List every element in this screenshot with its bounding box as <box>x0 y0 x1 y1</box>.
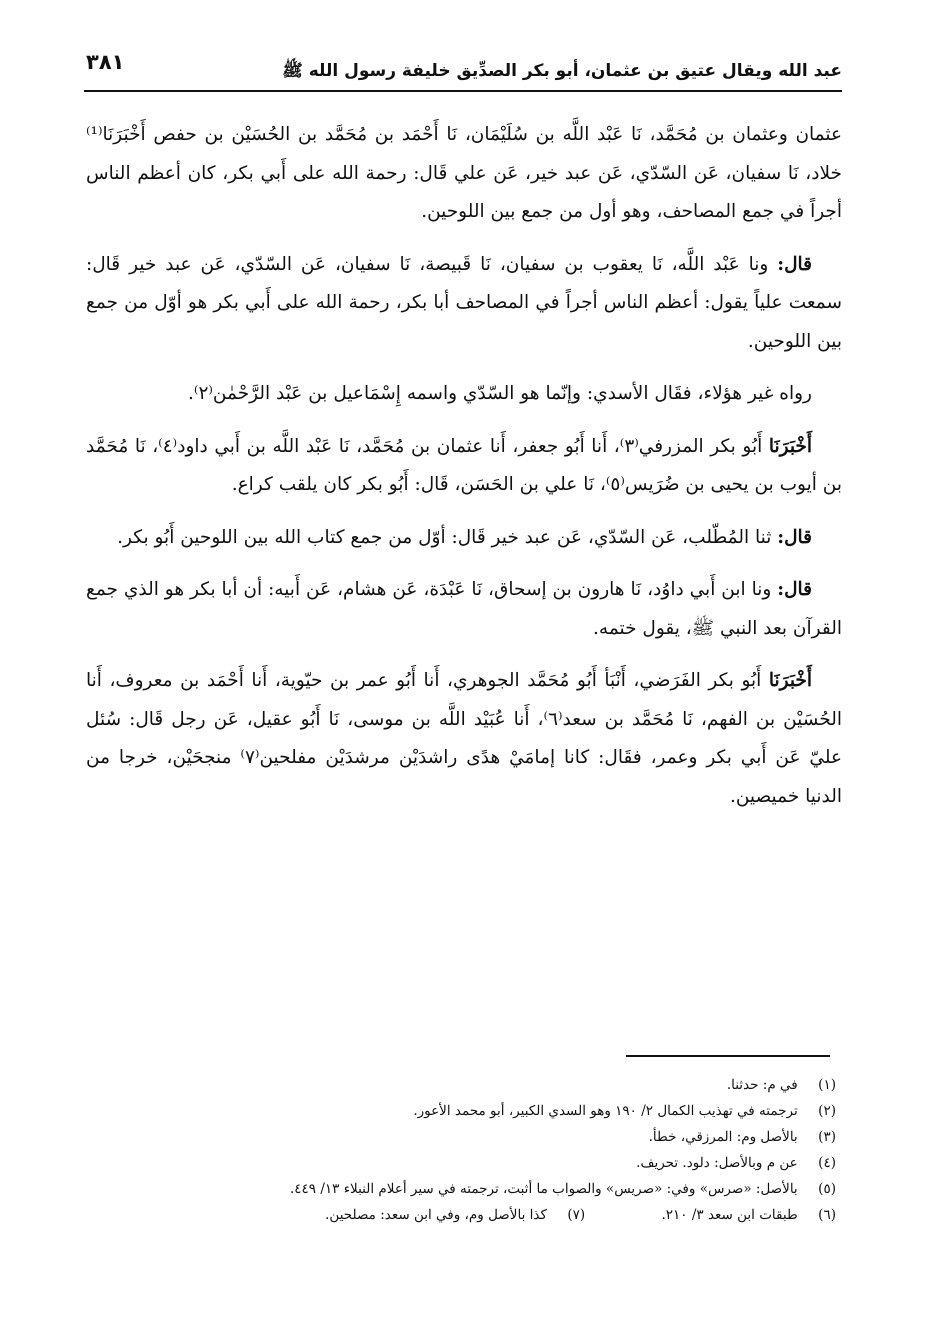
footnote <box>86 1124 836 1150</box>
footnotes <box>86 1072 836 1228</box>
footnote-separator <box>626 1055 830 1057</box>
footnote-number: (١) <box>818 1077 836 1093</box>
footnote-number: (٥) <box>818 1181 836 1197</box>
main-text <box>86 116 842 830</box>
footnote-text: عن م وبالأصل: دلود. تحريف. <box>636 1155 798 1171</box>
paragraph-lead: قال: <box>777 253 812 275</box>
paragraph <box>86 246 842 362</box>
footnote <box>86 1176 836 1202</box>
paragraph <box>86 519 842 558</box>
paragraph-lead: قال: <box>777 526 812 548</box>
running-title: عبد الله ويقال عتيق بن عثمان، أبو بكر الصدِّيق خليفة رسول الله ﷺ <box>282 61 842 81</box>
footnote-number: (٤) <box>818 1155 836 1171</box>
footnote <box>325 1202 585 1228</box>
footnote <box>86 1150 836 1176</box>
paragraph-lead: أَخْبَرَنَا <box>768 435 813 457</box>
footnote-text: بالأصل: «صرس» وفي: «صريس» والصواب ما أثبت، ترجمته في سير أعلام النبلاء ١٣/ ٤٤٩. <box>289 1181 798 1197</box>
paragraph <box>86 571 842 648</box>
footnote <box>86 1098 836 1124</box>
footnote-number: (٣) <box>818 1129 836 1145</box>
footnote-text: طبقات ابن سعد ٣/ ٢١٠. <box>661 1207 798 1223</box>
paragraph-text: رواه غير هؤلاء، فقَال الأسدي: وإنّما هو السّدّي واسمه إِسْمَاعيل بن عَبْد الرَّحْمٰن⁽٢⁾. <box>188 383 812 404</box>
paragraph <box>86 116 842 232</box>
paragraph-text: ثنا المُطّلب، عَن السّدّي، عَن عبد خير قَال: أوّل من جمع كتاب الله بين اللوحين أَبُو بكر. <box>117 526 772 548</box>
paragraph-text: أَبُو بكر المزرفي⁽٣⁾، أَنا أَبُو جعفر، أَنا عثمان بن مُحَمَّد، نَا عَبْد اللَّه بن أَبي داود⁽٤⁾، نَا مُحَمَّد بن أيوب بن يحيى بن ضُرَيس⁽٥⁾، نَا علي بن الحَسَن، قَال: أَبُو بكر كان يلقب كراع. <box>86 435 842 495</box>
paragraph-lead: قال: <box>777 579 812 600</box>
paragraph-lead: أَخْبَرَنَا <box>768 670 812 691</box>
paragraph <box>86 662 842 816</box>
footnote <box>86 1072 836 1098</box>
footnote-text: بالأصل وم: المرزقي، خطأ. <box>648 1129 798 1145</box>
page-header <box>84 42 842 92</box>
footnote-number: (٢) <box>818 1103 836 1119</box>
footnote-number: (٦) <box>818 1207 836 1223</box>
paragraph <box>86 375 842 414</box>
footnote-row <box>86 1202 836 1228</box>
footnote-text: كذا بالأصل وم، وفي ابن سعد: مصلحين. <box>325 1207 547 1223</box>
header-rule <box>84 90 842 92</box>
footnote-text: ترجمته في تهذيب الكمال ٢/ ١٩٠ وهو السدي الكبير، أبو محمد الأعور. <box>413 1103 798 1119</box>
footnote-text: في م: حدثنا. <box>726 1077 798 1093</box>
paragraph-text: ونا عَبْد اللَّه، نَا يعقوب بن سفيان، نَا قَبيصة، نَا سفيان، عَن السّدّي، عَن عبد خير قَال: سمعت علياً يقول: أعظم الناس أجراً في المصاحف أبا بكر، رحمة الله على أَبي بكر هو أوّل من جمع بين اللوحين. <box>86 253 842 352</box>
paragraph-text: عثمان وعثمان بن مُحَمَّد، نَا عَبْد اللَّه بن سُلَيْمَان، نَا أَحْمَد بن مُحَمَّد بن الحُسَيْن بن حفص أَخْبَرَنَا⁽¹⁾ خلاد، نَا سفيان، عَن السّدّي، عَن عبد خير، عَن علي قَال: رحمة الله على أَبي بكر، كان أعظم الناس أجراً في جمع المصاحف، وهو أول من جمع بين اللوحين. <box>86 124 842 222</box>
footnote-number: (٧) <box>567 1207 586 1223</box>
page-number: ٣٨١ <box>86 50 125 74</box>
paragraph <box>86 428 842 505</box>
paragraph-text: ونا ابن أَبي داوُد، نَا هارون بن إسحاق، نَا عَبْدَة، عَن هشام، عَن أَبيه: أن أبا بكر هو الذي جمع القرآن بعد النبي ﷺ، يقول ختمه. <box>86 579 842 639</box>
paragraph-text: أَبُو بكر الفَرَضي، أَنْبَأ أَبُو مُحَمَّد الجوهري، أَنا أَبُو عمر بن حيّوية، أَنا أَحْمَد بن معروف، أَنا الحُسَيْن بن الفهم، نَا مُحَمَّد بن سعد⁽٦⁾، أَنا عُبَيْد اللَّه بن موسى، نَا أَبُو عقيل، عَن رجل قَال: سُئل عليّ عَن أَبي بكر وعمر، فقَال: كانا إمامَيْ هدًى راشدَيْن مرشدَيْن مفلحين⁽٧⁾ منجحَيْن، خرجا من الدنيا خميصين. <box>86 670 843 807</box>
